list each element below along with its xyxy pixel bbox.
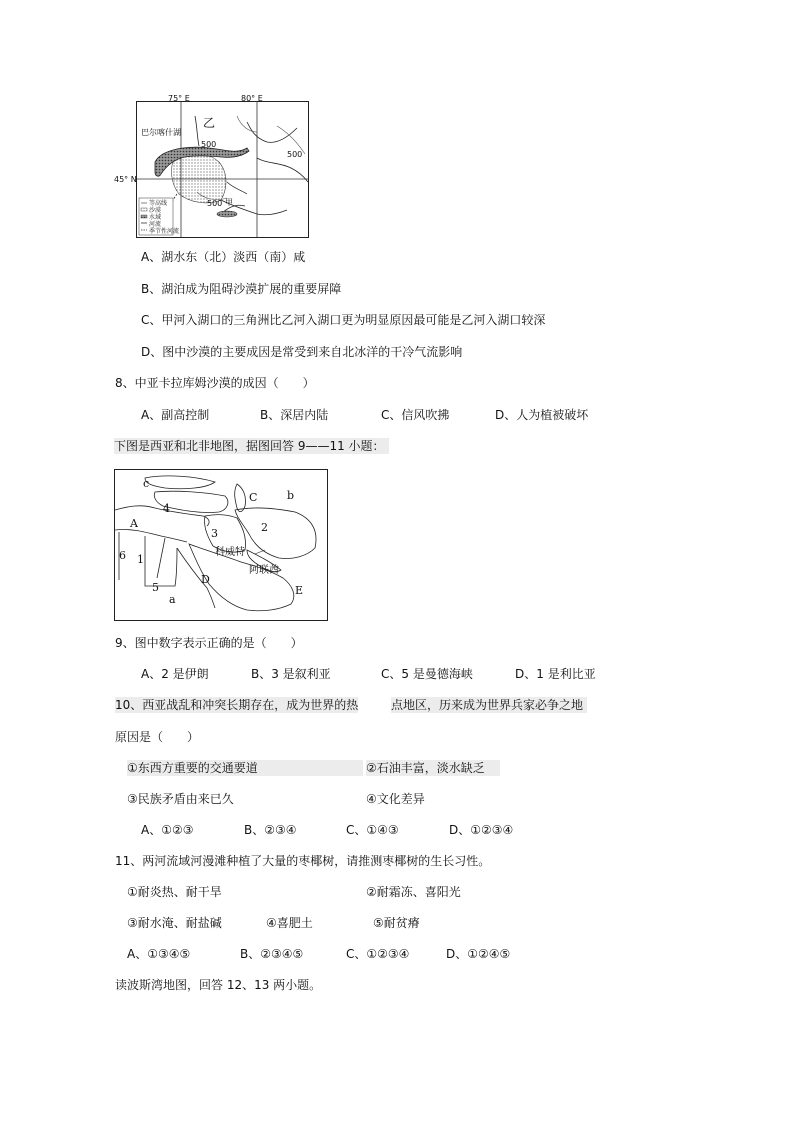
q10-item-4: ④文化差异 [366,792,425,806]
label-kuwait: 科威特 [215,547,245,558]
q10-option-b: B、②③④ [244,823,297,837]
balkhash-map-drawing [137,102,308,237]
label-d: D [201,573,210,586]
legend-desert: 沙漠 [149,207,162,214]
q7-option-c: C、甲河入湖口的三角洲比乙河入湖口更为明显原因最可能是乙河入湖口较深 [141,313,546,327]
lat-label-45: 45° N [114,175,137,184]
legend-contour: 等高线 [149,200,168,207]
label-b: b [287,489,295,502]
q10-option-d: D、①②③④ [449,823,514,837]
label-3: 3 [211,527,218,540]
q10-option-a: A、①②③ [141,823,194,837]
q11-item-4: ④喜肥土 [266,916,313,930]
q11-option-b: B、②③④⑤ [240,947,304,961]
label-c-upper: C [249,491,258,504]
q10-stem-part1: 10、西亚战乱和冲突长期存在，成为世界的热 [115,698,359,712]
q11-option-a: A、①③④⑤ [127,947,191,961]
q7-option-a: A、湖水东（北）淡西（南）咸 [141,250,306,264]
label-e: E [295,584,304,597]
legend-water: 水域 [149,214,162,221]
label-4: 4 [163,502,170,515]
contour-label-2: 500 [287,150,303,159]
west-asia-map [114,469,328,621]
intro-9-11: 下图是西亚和北非地图，据图回答 9——11 小题： [114,438,389,454]
q7-option-d: D、图中沙漠的主要成因是常受到来自北冰洋的干冷气流影响 [141,345,463,359]
contour-label-3: 500 [207,199,223,208]
west-asia-map-drawing [115,470,327,620]
legend-river: 河流 [149,221,162,228]
q7-option-b: B、湖泊成为阻碍沙漠扩展的重要屏障 [141,282,342,296]
q9-option-c: C、5 是曼德海峡 [381,667,473,681]
label-c-lower: c [143,477,150,490]
q10-item-3: ③民族矛盾由来已久 [127,792,234,806]
contour-label-1: 500 [201,140,217,149]
q11-item-5: ⑤耐贫瘠 [373,916,420,930]
label-uae: 阿联酋 [249,565,279,576]
q11-option-c: C、①②③④ [346,947,410,961]
q9-stem: 9、图中数字表示正确的是（ ） [115,636,303,650]
legend-seasonal-river: 季节性河流 [149,228,180,235]
q9-option-d: D、1 是利比亚 [515,667,596,681]
q9-option-b: B、3 是叙利亚 [251,667,331,681]
q10-stem-text: 原因是（ ） [115,730,200,744]
label-6: 6 [119,549,126,562]
q11-stem: 11、两河流域河漫滩种植了大量的枣椰树，请推测枣椰树的生长习性。 [115,854,491,868]
lon-label-80: 80° E [241,94,263,103]
q10-stem-part3 [115,729,199,745]
label-5: 5 [152,581,159,594]
lake-name-label: 巴尔喀什湖 [141,128,181,137]
balkhash-map [136,101,309,238]
q10-stem-part2: 点地区，历来成为世界兵家必争之地 [391,697,587,713]
label-1: 1 [137,553,144,566]
q11-item-1: ①耐炎热、耐干旱 [127,885,222,899]
q10-item-2: ②石油丰富，淡水缺乏 [366,760,500,776]
label-2: 2 [261,521,268,534]
label-a-upper: A [130,517,138,530]
river-yi-label: 乙 [203,116,216,130]
q8-option-d: D、人为植被破坏 [495,408,589,422]
q11-item-3: ③耐水淹、耐盐碱 [127,916,222,930]
q9-option-a: A、2 是伊朗 [141,667,209,681]
lon-label-75: 75° E [168,94,190,103]
q10-item-1: ①东西方重要的交通要道 [127,760,363,776]
q11-item-2: ②耐霜冻、喜阳光 [366,885,461,899]
label-a-lower: a [169,593,176,606]
q10-option-c: C、①④③ [346,823,399,837]
q8-option-c: C、信风吹拂 [381,408,450,422]
intro-12-13: 读波斯湾地图，回答 12、13 两小题。 [115,978,322,992]
q8-option-b: B、深居内陆 [260,408,329,422]
q8-option-a: A、副高控制 [141,408,210,422]
q11-option-d: D、①②④⑤ [446,947,511,961]
q8-stem: 8、中亚卡拉库姆沙漠的成因（ ） [115,376,315,390]
river-jia-label: 甲 [225,198,233,207]
